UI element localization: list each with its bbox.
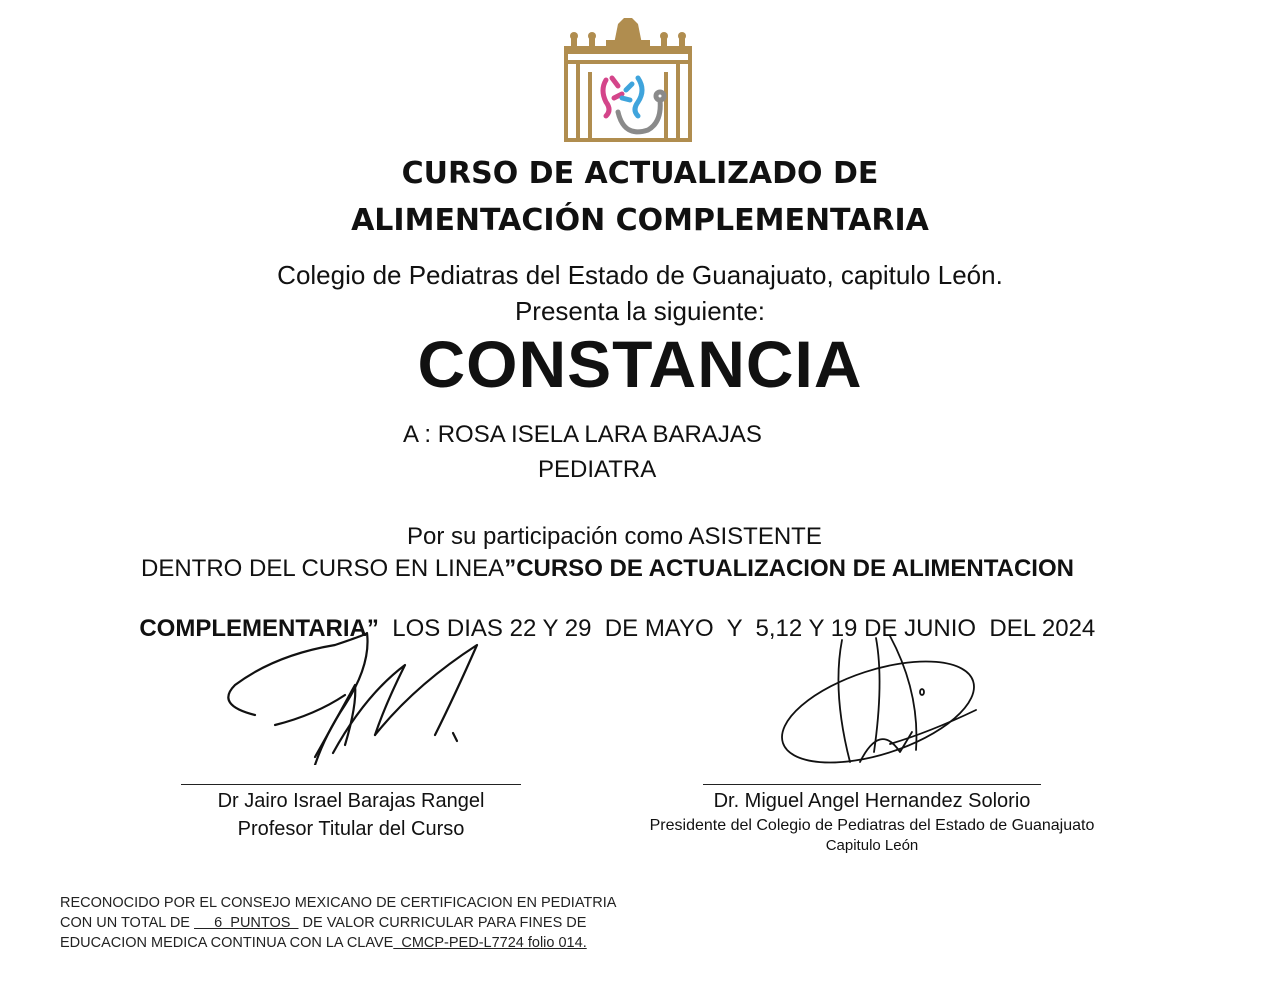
clave-value: CMCP-PED-L7724 folio 014. [393,935,587,951]
recipient-name: A : ROSA ISELA LARA BARAJAS [403,421,762,448]
course-prefix: DENTRO DEL CURSO EN LINEA [141,555,505,582]
course-name-part2: COMPLEMENTARIA” [139,615,379,642]
footer-line3 [60,933,760,953]
right-signatory-role: Presidente del Colegio de Pediatras del Estado de Guanajuato [649,817,1095,834]
participation-text: Por su participación como ASISTENTE [407,523,822,550]
course-name-part1: ”CURSO DE ACTUALIZACION DE ALIMENTACION [504,555,1074,582]
right-signature-line [703,784,1041,785]
course-dates: LOS DIAS 22 Y 29 DE MAYO Y 5,12 Y 19 DE JUNIO DEL 2024 [378,615,1096,642]
left-signatory-role: Profesor Titular del Curso [237,818,465,840]
college-logo-icon [560,12,696,144]
right-signature [780,632,980,782]
organization-text: Colegio de Pediatras del Estado de Guanajuato, capitulo León. [277,260,1003,290]
right-signatory-name: Dr. Miguel Angel Hernandez Solorio [713,790,1031,812]
recognition-footer [60,893,760,953]
left-signature-line [181,784,521,785]
points-value: 6 PUNTOS [194,915,299,931]
footer-line2-prefix: CON UN TOTAL DE [60,915,195,931]
footer-line1: RECONOCIDO POR EL CONSEJO MEXICANO DE CERTIFICACION EN PEDIATRIA [60,895,617,911]
recipient-role: PEDIATRA [538,456,657,483]
course-title-line1: CURSO DE ACTUALIZADO DE [401,156,879,191]
left-signatory-name: Dr Jairo Israel Barajas Rangel [217,790,485,812]
left-signature [215,625,485,765]
certificate-heading: CONSTANCIA [417,327,863,401]
footer-line3-prefix: EDUCACION MEDICA CONTINUA CON LA CLAVE [60,935,394,951]
footer-line2 [60,913,760,933]
right-signatory-role-line2: Capitulo León [825,837,919,854]
course-title-line2: ALIMENTACIÓN COMPLEMENTARIA [351,203,929,238]
course-description-line1 [141,555,1074,583]
footer-line2-suffix: DE VALOR CURRICULAR PARA FINES DE [298,915,587,931]
presents-text: Presenta la siguiente: [514,296,766,326]
